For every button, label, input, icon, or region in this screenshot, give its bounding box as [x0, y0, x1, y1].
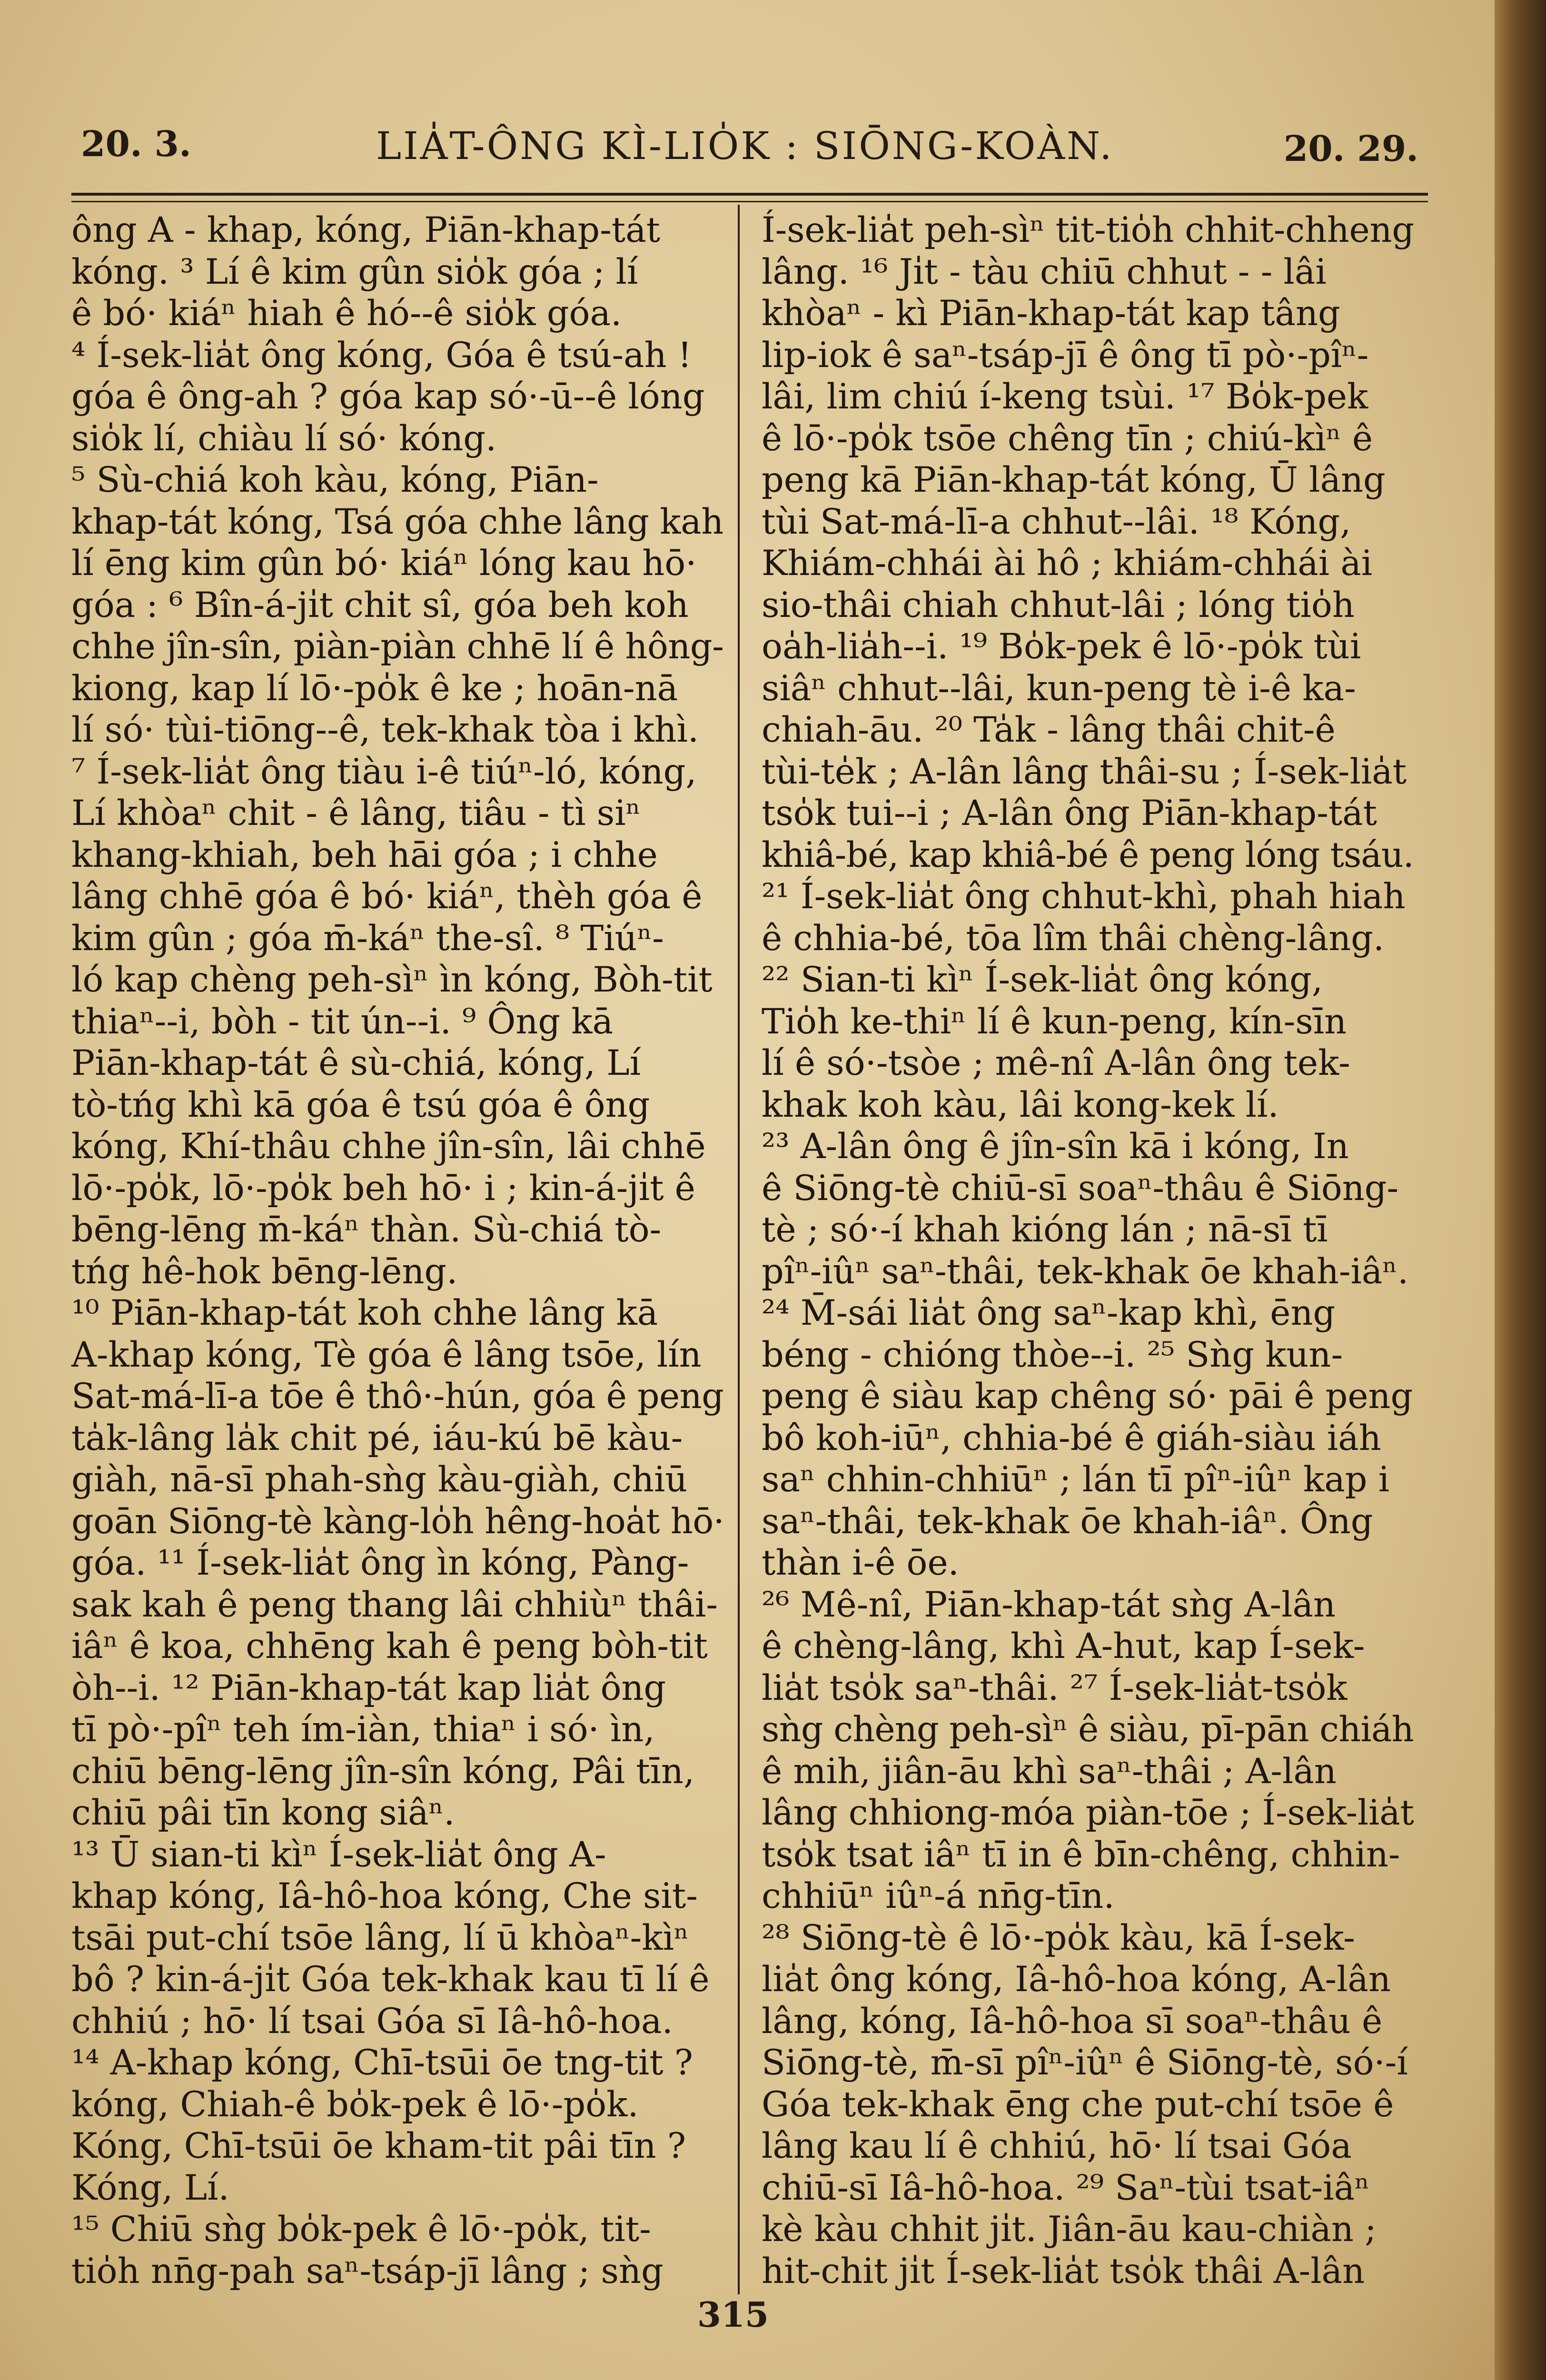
text-line: tò-tńg khì kā góa ê tsú góa ê ông [71, 1084, 650, 1125]
column-divider [738, 205, 740, 2294]
page-number: 315 [697, 2294, 769, 2335]
text-line: kiong, kap lí lō·-po̍k ê ke ; hoān-nā [71, 668, 678, 709]
text-line: ê chèng-lâng, khì A-hut, kap Í-sek- [762, 1626, 1365, 1666]
text-line: bēng-lēng m̄-káⁿ thàn. Sù-chiá tò- [71, 1210, 662, 1250]
text-line: lâi, lim chiú í-keng tsùi. ¹⁷ Bo̍k-pek [762, 377, 1368, 417]
text-line: ²⁶ Mê-nî, Piān-khap-tát sǹg A-lân [762, 1584, 1336, 1625]
text-line: khòaⁿ - kì Piān-khap-tát kap tâng [762, 293, 1340, 334]
text-line: ²² Sian-ti kìⁿ Í-sek-lia̍t ông kóng, [762, 960, 1323, 1000]
text-line: chiū pâi tīn kong siâⁿ. [71, 1793, 455, 1833]
text-line: tso̍k tui--i ; A-lân ông Piān-khap-tát [762, 793, 1377, 833]
text-line: ²³ A-lân ông ê jîn-sîn kā i kóng, In [762, 1126, 1349, 1167]
running-header [71, 119, 1428, 181]
text-line: hit-chit ji̍t Í-sek-lia̍t tso̍k thâi A-lân [762, 2251, 1365, 2291]
text-line: lip-iok ê saⁿ-tsáp-jī ê ông tī pò·-pîⁿ- [762, 335, 1369, 376]
header-rule-thick [71, 193, 1428, 196]
text-line: ⁵ Sù-chiá koh kàu, kóng, Piān- [71, 460, 599, 500]
text-line: sǹg chèng peh-sìⁿ ê siàu, pī-pān chiáh [762, 1709, 1414, 1750]
text-line: góa. ¹¹ Í-sek-lia̍t ông ìn kóng, Pàng- [71, 1543, 689, 1583]
text-line: sio-thâi chiah chhut-lâi ; lóng tio̍h [762, 585, 1355, 625]
right-column [762, 209, 1414, 2292]
text-line: lâng kau lí ê chhiú, hō· lí tsai Góa [762, 2126, 1352, 2166]
text-line: lâng, kóng, Iâ-hô-hoa sī soaⁿ-thâu ê [762, 2001, 1383, 2042]
text-line: lia̍t ông kóng, Iâ-hô-hoa kóng, A-lân [762, 1959, 1391, 2000]
text-line: khap-tát kóng, Tsá góa chhe lâng kah [71, 501, 723, 542]
text-line: thàn i-ê ōe. [762, 1543, 959, 1583]
text-line: Góa tek-khak ēng che put-chí tsōe ê [762, 2084, 1394, 2125]
text-line: ê mih, jiân-āu khì saⁿ-thâi ; A-lân [762, 1751, 1337, 1792]
text-line: béng - chióng thòe--i. ²⁵ Sǹg kun- [762, 1334, 1343, 1375]
text-line: saⁿ-thâi, tek-khak ōe khah-iâⁿ. Ông [762, 1501, 1373, 1542]
text-line: góa ê ông-ah ? góa kap só·-ū--ê lóng [71, 377, 705, 417]
text-line: chhiú ; hō· lí tsai Góa sī Iâ-hô-hoa. [71, 2001, 673, 2042]
text-line: ¹³ Ū sian-ti kìⁿ Í-sek-lia̍t ông A- [71, 1834, 606, 1875]
text-line: ê bó· kiáⁿ hiah ê hó--ê sio̍k góa. [71, 293, 622, 334]
text-line: kè kàu chhit ji̍t. Jiân-āu kau-chiàn ; [762, 2209, 1377, 2250]
text-line: Kóng, Chī-tsūi ōe kham-tit pâi tīn ? [71, 2126, 686, 2166]
chapter-verse-start: 20. 3. [81, 124, 191, 165]
text-line: lí ēng kim gûn bó· kiáⁿ lóng kau hō· [71, 543, 697, 584]
text-line: lí só· tùi-tiōng--ê, tek-khak tòa i khì. [71, 710, 699, 750]
text-line: peng ê siàu kap chêng só· pāi ê peng [762, 1376, 1413, 1417]
text-line: thiaⁿ--i, bòh - tit ún--i. ⁹ Ông kā [71, 1001, 614, 1042]
text-line: ¹⁵ Chiū sǹg bo̍k-pek ê lō·-po̍k, tit- [71, 2209, 651, 2250]
text-line: oa̍h-lia̍h--i. ¹⁹ Bo̍k-pek ê lō·-po̍k tùi [762, 626, 1361, 667]
text-line: khiâ-bé, kap khiâ-bé ê peng lóng tsáu. [762, 834, 1414, 875]
text-line: chiū-sī Iâ-hô-hoa. ²⁹ Saⁿ-tùi tsat-iâⁿ [762, 2167, 1370, 2208]
text-line: Khiám-chhái ài hô ; khiám-chhái ài [762, 543, 1373, 584]
text-line: ta̍k-lâng la̍k chit pé, iáu-kú bē kàu- [71, 1418, 683, 1458]
text-line: chhiūⁿ iûⁿ-á nn̄g-tīn. [762, 1876, 1115, 1916]
book-title: LIA̍T-ÔNG KÌ-LIO̍K : SIŌNG-KOÀN. [376, 124, 1114, 168]
text-line: òh--i. ¹² Piān-khap-tát kap lia̍t ông [71, 1667, 666, 1708]
text-line: tsāi put-chí tsōe lâng, lí ū khòaⁿ-kìⁿ [71, 1917, 689, 1958]
text-line: Tio̍h ke-thiⁿ lí ê kun-peng, kín-sīn [762, 1001, 1347, 1042]
text-line: Kóng, Lí. [71, 2167, 229, 2208]
text-line: ló kap chèng peh-sìⁿ ìn kóng, Bòh-tit [71, 960, 713, 1000]
text-line: Piān-khap-tát ê sù-chiá, kóng, Lí [71, 1043, 641, 1083]
text-line: goān Siōng-tè kàng-lo̍h hêng-hoa̍t hō· [71, 1501, 724, 1542]
text-line: chiū bēng-lēng jîn-sîn kóng, Pâi tīn, [71, 1751, 695, 1792]
text-line: Lí khòaⁿ chit - ê lâng, tiâu - tì siⁿ [71, 793, 641, 833]
text-line: bô ? kin-á-ji̍t Góa tek-khak kau tī lí ê [71, 1959, 710, 2000]
text-line: Sat-má-lī-a tōe ê thô·-hún, góa ê peng [71, 1376, 724, 1417]
text-line: tso̍k tsat iâⁿ tī in ê bīn-chêng, chhin- [762, 1834, 1400, 1875]
text-line: chhe jîn-sîn, piàn-piàn chhē lí ê hông- [71, 626, 724, 667]
text-line: ê chhia-bé, tōa lîm thâi chèng-lâng. [762, 918, 1385, 959]
text-line: giàh, nā-sī phah-sǹg kàu-giàh, chiū [71, 1459, 688, 1500]
text-line: lâng chhē góa ê bó· kiáⁿ, thèh góa ê [71, 876, 703, 917]
text-line: khang-khiah, beh hāi góa ; i chhe [71, 834, 658, 875]
text-line: ²⁴ M̄-sái lia̍t ông saⁿ-kap khì, ēng [762, 1293, 1336, 1333]
chapter-verse-end: 20. 29. [1283, 129, 1418, 169]
text-line: bô koh-iūⁿ, chhia-bé ê giáh-siàu iáh [762, 1418, 1381, 1458]
text-line: lō·-po̍k, lō·-po̍k beh hō· i ; kin-á-ji̍t ê [71, 1168, 695, 1209]
text-line: kóng, Khí-thâu chhe jîn-sîn, lâi chhē [71, 1126, 706, 1167]
text-line: ông A - khap, kóng, Piān-khap-tát [71, 210, 660, 250]
text-line: khap kóng, Iâ-hô-hoa kóng, Che sit- [71, 1876, 698, 1916]
text-line: lâng chhiong-móa piàn-tōe ; Í-sek-lia̍t [762, 1793, 1414, 1833]
text-line: ê Siōng-tè chiū-sī soaⁿ-thâu ê Siōng- [762, 1168, 1399, 1209]
text-line: chiah-āu. ²⁰ Ta̍k - lâng thâi chit-ê [762, 710, 1336, 750]
text-line: pîⁿ-iûⁿ saⁿ-thâi, tek-khak ōe khah-iâⁿ. [762, 1251, 1409, 1292]
text-line: sak kah ê peng thang lâi chhiùⁿ thâi- [71, 1584, 718, 1625]
text-line: ⁴ Í-sek-lia̍t ông kóng, Góa ê tsú-ah ! [71, 335, 692, 376]
text-line: Siōng-tè, m̄-sī pîⁿ-iûⁿ ê Siōng-tè, só·-í [762, 2043, 1408, 2083]
text-line: saⁿ chhin-chhiūⁿ ; lán tī pîⁿ-iûⁿ kap i [762, 1459, 1390, 1500]
text-line: A-khap kóng, Tè góa ê lâng tsōe, lín [71, 1334, 702, 1375]
header-rule-thin [71, 201, 1428, 202]
text-line: tè ; só·-í khah kióng lán ; nā-sī tī [762, 1210, 1328, 1250]
text-line: lâng. ¹⁶ Ji̍t - tàu chiū chhut - - lâi [762, 251, 1327, 292]
text-line: kim gûn ; góa m̄-káⁿ the-sî. ⁸ Tiúⁿ- [71, 918, 664, 959]
text-line: ê lō·-po̍k tsōe chêng tīn ; chiú-kìⁿ ê [762, 418, 1373, 459]
text-line: ¹⁰ Piān-khap-tát koh chhe lâng kā [71, 1293, 658, 1333]
text-line: khak koh kàu, lâi kong-kek lí. [762, 1084, 1279, 1125]
text-line: tùi Sat-má-lī-a chhut--lâi. ¹⁸ Kóng, [762, 501, 1351, 542]
book-edge [1495, 0, 1546, 2380]
text-line: ²¹ Í-sek-lia̍t ông chhut-khì, phah hiah [762, 876, 1406, 917]
text-line: ²⁸ Siōng-tè ê lō·-po̍k kàu, kā Í-sek- [762, 1917, 1355, 1958]
text-line: iâⁿ ê koa, chhēng kah ê peng bòh-tit [71, 1626, 708, 1666]
text-line: tńg hê-hok bēng-lēng. [71, 1251, 458, 1292]
text-line: Í-sek-lia̍t peh-sìⁿ tit-tio̍h chhit-chheng [762, 210, 1414, 250]
text-line: tùi-te̍k ; A-lân lâng thâi-su ; Í-sek-lia̍t [762, 751, 1407, 792]
text-line: ⁷ Í-sek-lia̍t ông tiàu i-ê tiúⁿ-ló, kóng, [71, 751, 697, 792]
text-line: lia̍t tso̍k saⁿ-thâi. ²⁷ Í-sek-lia̍t-tso̍k [762, 1667, 1348, 1708]
text-line: góa : ⁶ Bîn-á-ji̍t chit sî, góa beh koh [71, 585, 689, 625]
text-line: tī pò·-pîⁿ teh ím-iàn, thiaⁿ i só· ìn, [71, 1709, 655, 1750]
left-column [71, 209, 723, 2292]
text-line: ¹⁴ A-khap kóng, Chī-tsūi ōe tng-tit ? [71, 2043, 693, 2083]
text-line: kóng, Chiah-ê bo̍k-pek ê lō·-po̍k. [71, 2084, 639, 2125]
text-line: sio̍k lí, chiàu lí só· kóng. [71, 418, 497, 459]
text-line: tio̍h nn̄g-pah saⁿ-tsáp-jī lâng ; sǹg [71, 2251, 664, 2291]
text-line: lí ê só·-tsòe ; mê-nî A-lân ông tek- [762, 1043, 1350, 1083]
text-line: kóng. ³ Lí ê kim gûn sio̍k góa ; lí [71, 251, 638, 292]
text-line: siâⁿ chhut--lâi, kun-peng tè i-ê ka- [762, 668, 1356, 709]
text-line: peng kā Piān-khap-tát kóng, Ū lâng [762, 460, 1386, 500]
